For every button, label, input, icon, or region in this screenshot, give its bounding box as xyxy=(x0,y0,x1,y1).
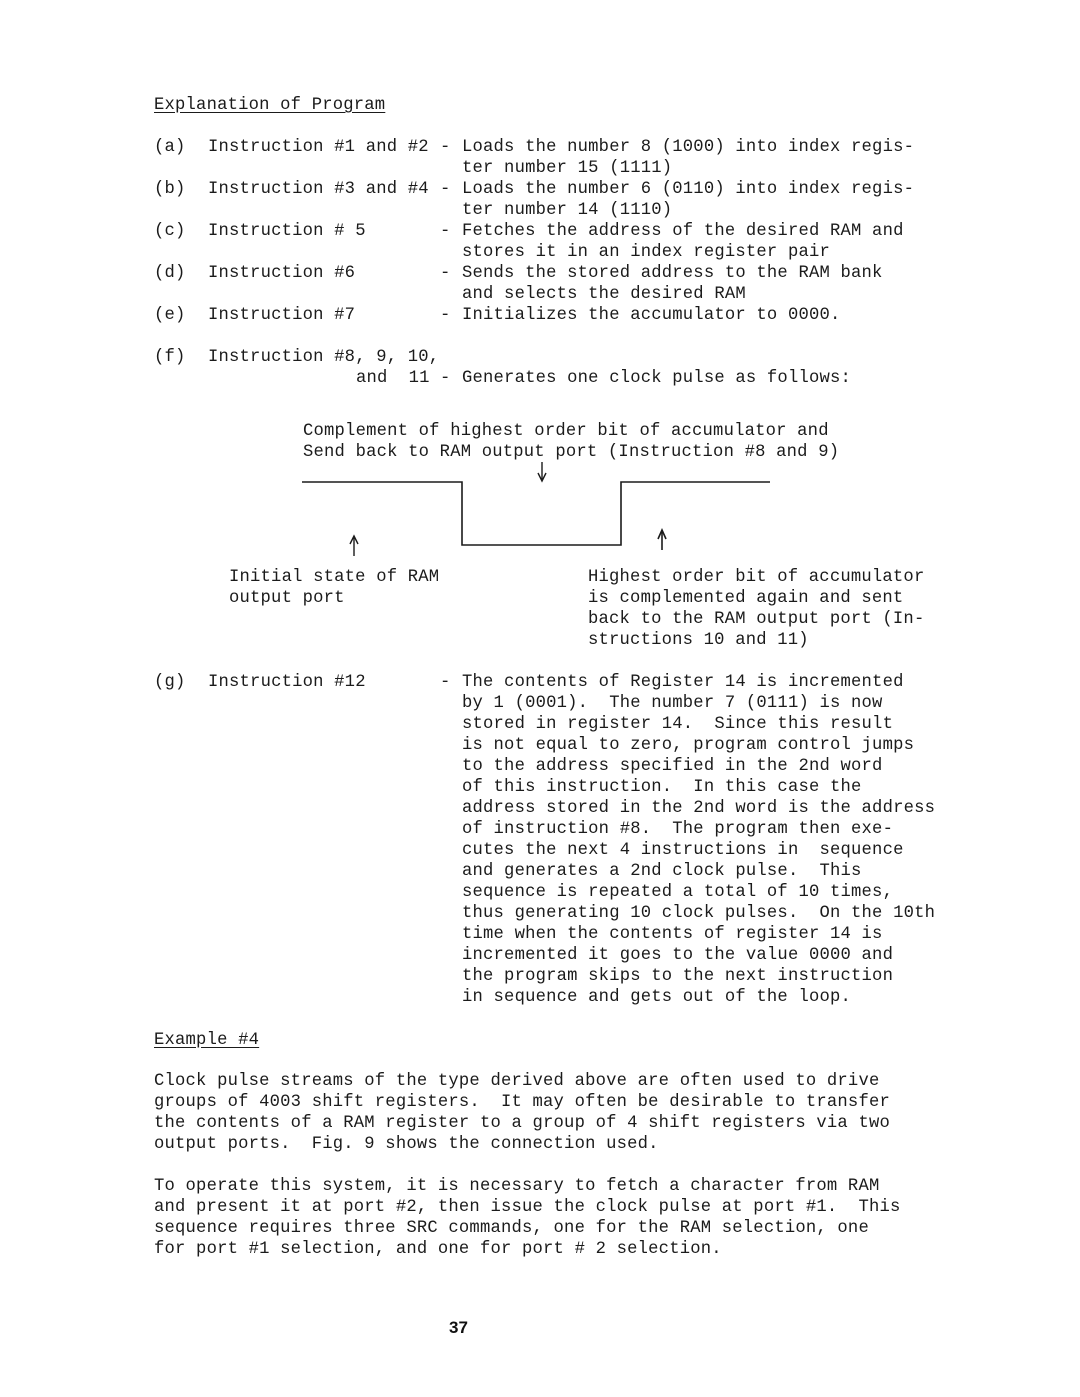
item-desc-d-1: Sends the stored address to the RAM bank xyxy=(462,264,883,283)
item-desc-g-4: is not equal to zero, program control jumps xyxy=(462,736,915,755)
example-para2-line1: To operate this system, it is necessary to fetch a character from RAM xyxy=(154,1177,880,1196)
diagram-right-caption-1: Highest order bit of accumulator xyxy=(588,568,925,587)
item-desc-c-1: Fetches the address of the desired RAM and xyxy=(462,222,904,241)
item-dash-e: - xyxy=(440,306,451,325)
item-desc-g-10: and generates a 2nd clock pulse. This xyxy=(462,862,862,881)
item-instruction-e: Instruction #7 xyxy=(208,306,356,325)
example-heading: Example #4 xyxy=(154,1031,260,1050)
item-label-f: (f) xyxy=(154,348,186,367)
item-desc-b-2: ter number 14 (1110) xyxy=(462,201,673,220)
example-para2-line4: for port #1 selection, and one for port # 2 selection. xyxy=(154,1240,722,1259)
item-desc-e-1: Initializes the accumulator to 0000. xyxy=(462,306,841,325)
diagram-left-caption-2: output port xyxy=(229,589,345,608)
diagram-left-caption-1: Initial state of RAM xyxy=(229,568,440,587)
item-instruction-a: Instruction #1 and #2 xyxy=(208,138,429,157)
item-desc-g-16: in sequence and gets out of the loop. xyxy=(462,988,852,1007)
item-instruction-g: Instruction #12 xyxy=(208,673,366,692)
item-desc-g-8: of instruction #8. The program then exe- xyxy=(462,820,894,839)
item-dash-a: - xyxy=(440,138,451,157)
item-desc-g-3: stored in register 14. Since this result xyxy=(462,715,894,734)
item-desc-c-2: stores it in an index register pair xyxy=(462,243,830,262)
item-label-e: (e) xyxy=(154,306,186,325)
example-para1-line3: the contents of a RAM register to a group of 4 shift registers via two xyxy=(154,1114,890,1133)
item-desc-g-15: the program skips to the next instruction xyxy=(462,967,894,986)
item-desc-g-1: The contents of Register 14 is incremented xyxy=(462,673,904,692)
diagram-top-caption-2: Send back to RAM output port (Instruction #8 and 9) xyxy=(303,443,840,462)
item-dash-g: - xyxy=(440,673,451,692)
diagram-right-caption-2: is complemented again and sent xyxy=(588,589,904,608)
item-label-c: (c) xyxy=(154,222,186,241)
diagram-top-caption-1: Complement of highest order bit of accumulator and xyxy=(303,422,829,441)
example-para1-line4: output ports. Fig. 9 shows the connection used. xyxy=(154,1135,659,1154)
item-desc-b-1: Loads the number 6 (0110) into index regis- xyxy=(462,180,915,199)
item-desc-g-2: by 1 (0001). The number 7 (0111) is now xyxy=(462,694,883,713)
item-label-d: (d) xyxy=(154,264,186,283)
example-para2-line3: sequence requires three SRC commands, one for the RAM selection, one xyxy=(154,1219,869,1238)
item-instruction-f: Instruction #8, 9, 10, xyxy=(208,348,440,367)
item-instruction-c: Instruction # 5 xyxy=(208,222,366,241)
item-dash-c: - xyxy=(440,222,451,241)
item-desc-g-11: sequence is repeated a total of 10 times, xyxy=(462,883,894,902)
diagram-right-caption-4: structions 10 and 11) xyxy=(588,631,809,650)
example-para2-line2: and present it at port #2, then issue the clock pulse at port #1. This xyxy=(154,1198,901,1217)
section-heading: Explanation of Program xyxy=(154,96,386,115)
item-label-b: (b) xyxy=(154,180,186,199)
page-number: 37 xyxy=(449,1318,468,1337)
item-desc-g-7: address stored in the 2nd word is the address xyxy=(462,799,936,818)
item-desc-g-9: cutes the next 4 instructions in sequence xyxy=(462,841,904,860)
item-desc-g-6: of this instruction. In this case the xyxy=(462,778,862,797)
example-para1-line1: Clock pulse streams of the type derived above are often used to drive xyxy=(154,1072,880,1091)
item-instruction-f-cont: and 11 xyxy=(356,369,430,388)
pulse-line xyxy=(302,482,770,545)
item-label-a: (a) xyxy=(154,138,186,157)
item-instruction-d: Instruction #6 xyxy=(208,264,356,283)
item-desc-a-1: Loads the number 8 (1000) into index regis- xyxy=(462,138,915,157)
item-desc-g-5: to the address specified in the 2nd word xyxy=(462,757,883,776)
up-arrow-icon-left xyxy=(350,536,358,556)
example-para1-line2: groups of 4003 shift registers. It may often be desirable to transfer xyxy=(154,1093,890,1112)
item-dash-d: - xyxy=(440,264,451,283)
item-desc-f-1: Generates one clock pulse as follows: xyxy=(462,369,852,388)
item-label-g: (g) xyxy=(154,673,186,692)
item-desc-g-13: time when the contents of register 14 is xyxy=(462,925,883,944)
item-instruction-b: Instruction #3 and #4 xyxy=(208,180,429,199)
diagram-right-caption-3: back to the RAM output port (In- xyxy=(588,610,925,629)
item-desc-g-14: incremented it goes to the value 0000 and xyxy=(462,946,894,965)
item-desc-d-2: and selects the desired RAM xyxy=(462,285,746,304)
item-dash-f: - xyxy=(440,369,451,388)
item-desc-g-12: thus generating 10 clock pulses. On the 10th xyxy=(462,904,936,923)
item-dash-b: - xyxy=(440,180,451,199)
down-arrow-icon xyxy=(538,462,546,481)
up-arrow-icon-right xyxy=(658,530,666,550)
item-desc-a-2: ter number 15 (1111) xyxy=(462,159,673,178)
